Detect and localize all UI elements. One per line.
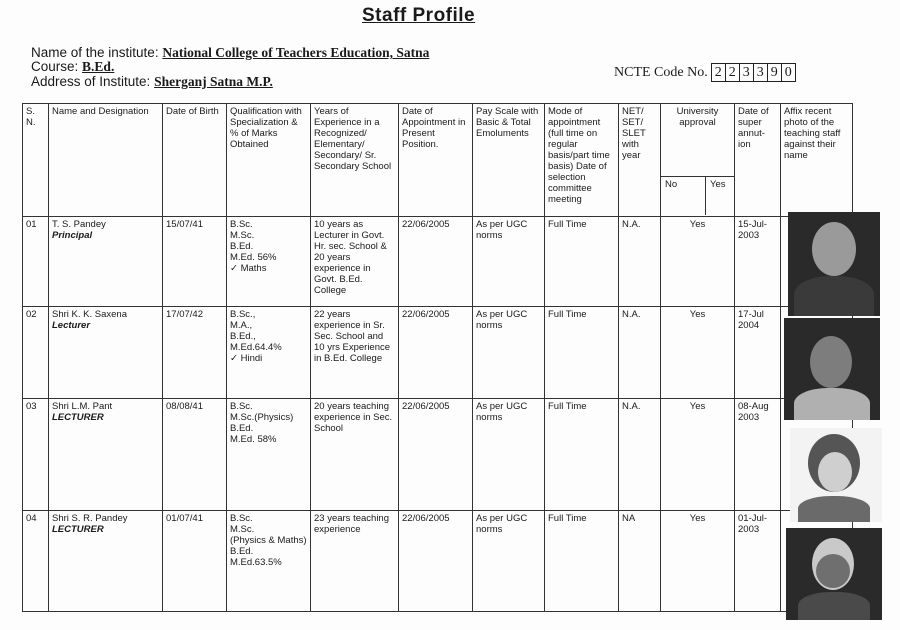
- qual-line: B.Sc.: [230, 513, 253, 524]
- course-value: B.Ed.: [82, 59, 115, 74]
- col-header-photo: Affix recent photo of the teaching staff against their name: [781, 104, 853, 217]
- address-label: Address of Institute:: [31, 74, 151, 89]
- ncte-label: NCTE Code No.: [614, 64, 708, 80]
- ncte-digits: [712, 63, 796, 82]
- cell-approval: Yes: [661, 307, 735, 399]
- col-header-sn: S. N.: [23, 104, 49, 217]
- univ-approval-label: University approval: [676, 106, 719, 128]
- cell-sn: 03: [23, 399, 49, 511]
- qual-line: M.Ed.63.5%: [230, 557, 282, 568]
- cell-pay-scale: As per UGC norms: [473, 307, 545, 399]
- qual-line: M.A.,: [230, 320, 253, 331]
- cell-dob: 01/07/41: [163, 511, 227, 612]
- cell-sn: 04: [23, 511, 49, 612]
- col-header-university-approval: [661, 104, 735, 217]
- staff-name: Shri S. R. Pandey: [52, 513, 128, 524]
- qual-line: B.Sc.: [230, 401, 253, 412]
- course-line: [31, 59, 114, 75]
- cell-sn: 02: [23, 307, 49, 399]
- cell-mode: Full Time: [545, 399, 619, 511]
- cell-superannuation: 15-Jul-2003: [735, 217, 781, 307]
- cell-name: [49, 399, 163, 511]
- cell-approval: Yes: [661, 399, 735, 511]
- ncte-digit: 2: [725, 63, 740, 82]
- table-row: [23, 399, 853, 511]
- cell-mode: Full Time: [545, 511, 619, 612]
- qual-line: ✓ Hindi: [230, 353, 263, 364]
- staff-name: T. S. Pandey: [52, 219, 106, 230]
- cell-name: [49, 217, 163, 307]
- cell-qualification: [227, 307, 311, 399]
- col-header-dob: Date of Birth: [163, 104, 227, 217]
- address-value: Sherganj Satna M.P.: [154, 74, 273, 89]
- univ-subheaders: [661, 176, 734, 215]
- col-header-net: NET/ SET/ SLET with year: [619, 104, 661, 217]
- cell-qualification: [227, 399, 311, 511]
- staff-photo-3: [790, 428, 882, 522]
- cell-qualification: [227, 511, 311, 612]
- cell-approval: Yes: [661, 217, 735, 307]
- qual-line: M.Sc.: [230, 230, 255, 241]
- address-line: [31, 74, 273, 90]
- ncte-code: [614, 63, 796, 82]
- cell-name: [49, 307, 163, 399]
- cell-pay-scale: As per UGC norms: [473, 217, 545, 307]
- ncte-digit: 3: [739, 63, 754, 82]
- qual-line: M.Ed.64.4%: [230, 342, 282, 353]
- institute-label: Name of the institute:: [31, 45, 159, 60]
- col-header-superannuation: Date of super annut-ion: [735, 104, 781, 217]
- staff-designation: Principal: [52, 230, 93, 241]
- cell-qualification: [227, 217, 311, 307]
- qual-line: B.Ed.,: [230, 331, 256, 342]
- cell-superannuation: 17-Jul 2004: [735, 307, 781, 399]
- cell-name: [49, 511, 163, 612]
- staff-photo-4: [786, 528, 882, 620]
- cell-mode: Full Time: [545, 307, 619, 399]
- qual-line: M.Ed. 58%: [230, 434, 277, 445]
- cell-superannuation: 01-Jul-2003: [735, 511, 781, 612]
- cell-dob: 08/08/41: [163, 399, 227, 511]
- ncte-digit: 2: [711, 63, 726, 82]
- staff-photo-1: [788, 212, 880, 316]
- cell-experience: 20 years teaching experience in Sec. School: [311, 399, 399, 511]
- ncte-digit: 3: [753, 63, 768, 82]
- staff-table: [22, 103, 853, 612]
- qual-line: B.Ed.: [230, 241, 254, 252]
- qual-line: ✓ Maths: [230, 263, 267, 274]
- cell-sn: 01: [23, 217, 49, 307]
- col-header-mode: Mode of appointment (full time on regular basis/part time basis) Date of selection committee meeting: [545, 104, 619, 217]
- cell-net: N.A.: [619, 217, 661, 307]
- cell-net: N.A.: [619, 399, 661, 511]
- cell-pay-scale: As per UGC norms: [473, 511, 545, 612]
- col-header-experience: Years of Experience in a Recognized/ Elementary/ Secondary/ Sr. Secondary School: [311, 104, 399, 217]
- page-title: Staff Profile: [362, 5, 476, 26]
- cell-pay-scale: As per UGC norms: [473, 399, 545, 511]
- qual-line: M.Sc.: [230, 524, 255, 535]
- institute-value: National College of Teachers Education, Satna: [162, 45, 430, 60]
- cell-appointment-date: 22/06/2005: [399, 511, 473, 612]
- table-row: [23, 217, 853, 307]
- staff-name: Shri K. K. Saxena: [52, 309, 127, 320]
- cell-appointment-date: 22/06/2005: [399, 307, 473, 399]
- qual-line: (Physics & Maths): [230, 535, 307, 546]
- col-header-pay-scale: Pay Scale with Basic & Total Emoluments: [473, 104, 545, 217]
- qual-line: B.Ed.: [230, 423, 254, 434]
- cell-approval: Yes: [661, 511, 735, 612]
- ncte-digit: 0: [781, 63, 796, 82]
- qual-line: M.Sc.(Physics): [230, 412, 294, 423]
- staff-designation: Lecturer: [52, 320, 91, 331]
- col-header-name: Name and Designation: [49, 104, 163, 217]
- qual-line: B.Sc.,: [230, 309, 256, 320]
- table-header-row: [23, 104, 853, 217]
- staff-name: Shri L.M. Pant: [52, 401, 113, 412]
- col-header-qualification: Qualification with Specialization & % of Marks Obtained: [227, 104, 311, 217]
- table-row: [23, 511, 853, 612]
- table-row: [23, 307, 853, 399]
- qual-line: B.Ed.: [230, 546, 254, 557]
- cell-appointment-date: 22/06/2005: [399, 217, 473, 307]
- cell-superannuation: 08-Aug 2003: [735, 399, 781, 511]
- staff-designation: LECTURER: [52, 412, 104, 423]
- qual-line: M.Ed. 56%: [230, 252, 277, 263]
- cell-experience: 22 years experience in Sr. Sec. School and 10 yrs Experience in B.Ed. College: [311, 307, 399, 399]
- cell-net: N.A.: [619, 307, 661, 399]
- cell-net: NA: [619, 511, 661, 612]
- cell-appointment-date: 22/06/2005: [399, 399, 473, 511]
- ncte-digit: 9: [767, 63, 782, 82]
- staff-photo-2: [784, 318, 880, 420]
- cell-mode: Full Time: [545, 217, 619, 307]
- qual-line: B.Sc.: [230, 219, 253, 230]
- cell-experience: 23 years teaching experience: [311, 511, 399, 612]
- col-header-appointment-date: Date of Appointment in Present Position.: [399, 104, 473, 217]
- course-label: Course:: [31, 59, 79, 74]
- cell-dob: 15/07/41: [163, 217, 227, 307]
- univ-yes-header: Yes: [710, 179, 726, 190]
- staff-designation: LECTURER: [52, 524, 104, 535]
- cell-experience: 10 years as Lecturer in Govt. Hr. sec. School & 20 years experience in Govt. B.Ed. College: [311, 217, 399, 307]
- univ-no-header: No: [661, 177, 706, 215]
- cell-dob: 17/07/42: [163, 307, 227, 399]
